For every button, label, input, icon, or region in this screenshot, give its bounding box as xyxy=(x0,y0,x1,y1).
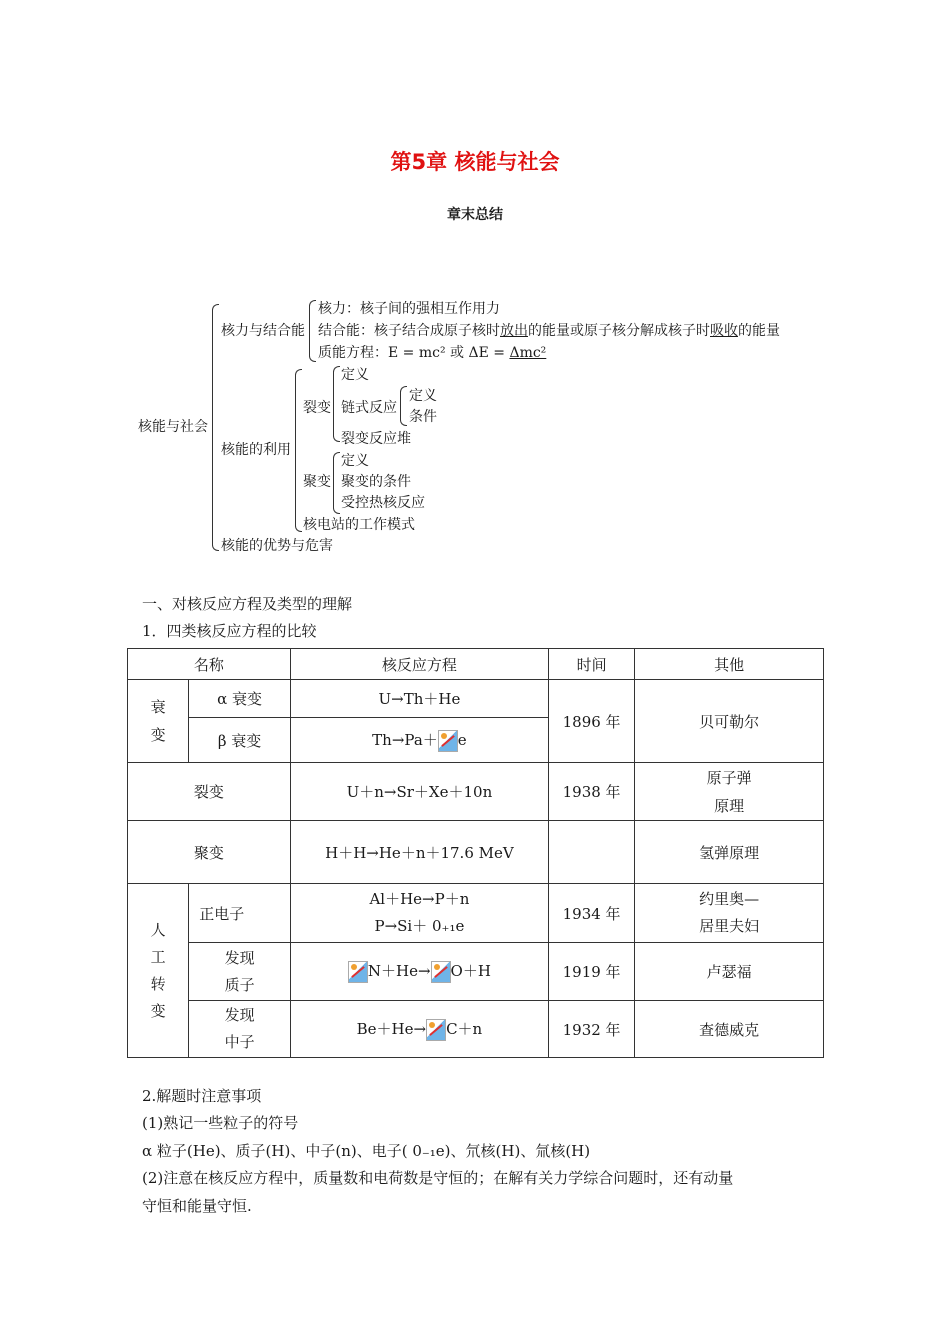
outline-branch-use: 核能的利用 xyxy=(221,442,291,458)
fusion-equation: H＋H→He＋n＋17.6 MeV xyxy=(290,821,548,884)
header-name: 名称 xyxy=(128,649,291,680)
decay-cell: 衰变 xyxy=(128,680,189,763)
outline-binding-energy: 结合能：核子结合成原子核时放出的能量或原子核分解成核子时吸收的能量 xyxy=(318,323,780,339)
outline-brace-use xyxy=(295,369,302,532)
beta-decay-cell: β 衰变 xyxy=(189,718,291,763)
note-2-line-2: 守恒和能量守恒. xyxy=(142,1197,252,1215)
table-header-row xyxy=(128,649,824,680)
notes-heading: 2.解题时注意事项 xyxy=(142,1087,262,1105)
outline-fusion-cond: 聚变的条件 xyxy=(341,474,411,490)
artificial-transmutation-cell: 人 工 转 变 xyxy=(128,884,189,1058)
positron-cell: 正电子 xyxy=(189,884,291,943)
outline-brace-binding xyxy=(309,300,316,362)
fusion-other: 氢弹原理 xyxy=(635,821,824,884)
alpha-decay-cell: α 衰变 xyxy=(189,680,291,718)
formula-image-icon xyxy=(426,1019,446,1041)
neutron-time: 1932 年 xyxy=(548,1001,634,1058)
outline-nuclear-force: 核力：核子间的强相互作用力 xyxy=(318,301,500,317)
section-heading: 一、对核反应方程及类型的理解 xyxy=(142,595,353,613)
outline-chain-cond: 条件 xyxy=(409,409,437,425)
beta-decay-equation: Th→Pa＋ e xyxy=(290,718,548,763)
outline-reactor: 裂变反应堆 xyxy=(341,431,411,447)
neutron-other: 查德威克 xyxy=(635,1001,824,1058)
fission-other: 原子弹 原理 xyxy=(635,763,824,821)
table-row xyxy=(128,1001,824,1058)
proton-cell: 发现 质子 xyxy=(189,943,291,1001)
alpha-decay-equation: U→Th＋He xyxy=(290,680,548,718)
table-row xyxy=(128,943,824,1001)
proton-equation: N＋He→ O＋H xyxy=(290,943,548,1001)
positron-other: 约里奥— 居里夫妇 xyxy=(635,884,824,943)
positron-time: 1934 年 xyxy=(548,884,634,943)
outline-fusion-def: 定义 xyxy=(341,453,369,469)
fission-time: 1938 年 xyxy=(548,763,634,821)
outline-root: 核能与社会 xyxy=(138,419,208,435)
outline-fusion: 聚变 xyxy=(303,474,331,490)
outline-chain-def: 定义 xyxy=(409,388,437,404)
chapter-title: 第5章 核能与社会 xyxy=(390,150,560,174)
positron-equation: Al＋He→P＋n P→Si＋ 0₊₁e xyxy=(290,884,548,943)
outline-brace-chain xyxy=(400,386,407,426)
outline-branch-pros-cons: 核能的优势与危害 xyxy=(221,538,333,554)
table-row xyxy=(128,763,824,821)
note-1: (1)熟记一些粒子的符号 xyxy=(142,1114,299,1132)
outline-brace-root xyxy=(212,304,219,551)
formula-image-icon xyxy=(348,961,368,983)
neutron-cell: 发现 中子 xyxy=(189,1001,291,1058)
proton-other: 卢瑟福 xyxy=(635,943,824,1001)
outline-brace-fission xyxy=(333,366,340,442)
proton-time: 1919 年 xyxy=(548,943,634,1001)
formula-image-icon xyxy=(431,961,451,983)
table-row xyxy=(128,821,824,884)
neutron-equation: Be＋He→ C＋n xyxy=(290,1001,548,1058)
fusion-time xyxy=(548,821,634,884)
outline-plant: 核电站的工作模式 xyxy=(303,517,415,533)
decay-other: 贝可勒尔 xyxy=(635,680,824,763)
outline-fusion-ctrl: 受控热核反应 xyxy=(341,495,425,511)
decay-time: 1896 年 xyxy=(548,680,634,763)
outline-branch-binding: 核力与结合能 xyxy=(221,323,305,339)
section-subheading: 1．四类核反应方程的比较 xyxy=(142,622,317,640)
outline-mass-energy: 质能方程：E = mc² 或 ΔE = Δmc² xyxy=(318,345,547,361)
outline-fission-def: 定义 xyxy=(341,367,369,383)
table-row xyxy=(128,884,824,943)
header-equation: 核反应方程 xyxy=(290,649,548,680)
chapter-subtitle: 章末总结 xyxy=(447,207,503,223)
outline-fission: 裂变 xyxy=(303,400,331,416)
note-2-line-1: (2)注意在核反应方程中，质量数和电荷数是守恒的；在解有关力学综合问题时，还有动量 xyxy=(142,1169,734,1187)
header-other: 其他 xyxy=(635,649,824,680)
formula-image-icon xyxy=(438,730,458,752)
header-time: 时间 xyxy=(548,649,634,680)
table-row xyxy=(128,680,824,718)
fusion-cell: 聚变 xyxy=(128,821,291,884)
outline-brace-fusion xyxy=(333,452,340,514)
fission-cell: 裂变 xyxy=(128,763,291,821)
note-1-detail: α 粒子(He)、质子(H)、中子(n)、电子( 0₋₁e)、氘核(H)、氚核(H) xyxy=(142,1142,591,1160)
comparison-table xyxy=(127,648,824,1058)
outline-chain: 链式反应 xyxy=(341,400,397,416)
fission-equation: U＋n→Sr＋Xe＋10n xyxy=(290,763,548,821)
